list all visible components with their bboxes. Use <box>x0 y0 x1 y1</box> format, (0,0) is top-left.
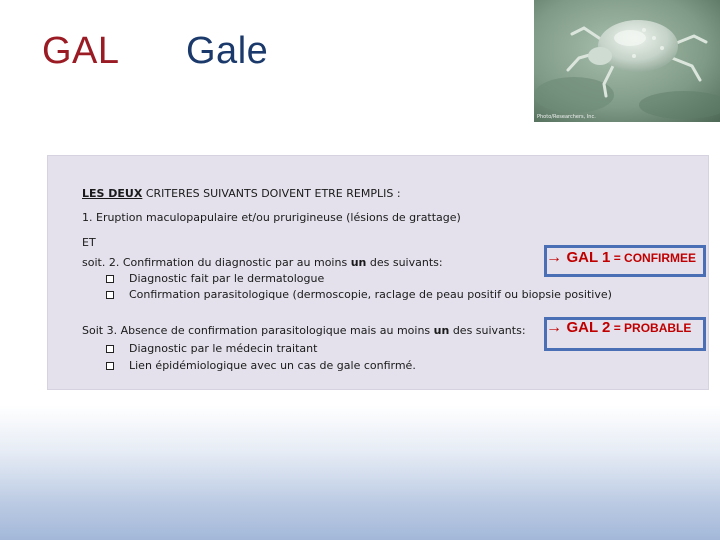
criterion-3-suffix: des suivants: <box>449 324 526 337</box>
criterion-3 <box>82 324 526 337</box>
gal2-status: = PROBABLE <box>610 321 692 335</box>
criterion-1: 1. Eruption maculopapulaire et/ou prurigineuse (lésions de grattage) <box>82 211 461 224</box>
scabies-mite-photo <box>534 0 720 122</box>
arrow-icon: → <box>546 249 562 266</box>
criterion-3-item: Lien épidémiologique avec un cas de gale confirmé. <box>129 359 416 372</box>
slide-bottom-gradient <box>0 405 720 540</box>
photo-credit: Photo/Researchers, Inc. <box>537 114 596 120</box>
criterion-2-emphasis: un <box>350 256 367 269</box>
criterion-2-prefix: soit. 2. Confirmation du diagnostic par au moins <box>82 256 351 269</box>
and-label: ET <box>82 236 96 249</box>
gal1-result <box>546 249 696 267</box>
heading-emphasis: LES DEUX <box>82 187 143 200</box>
criterion-3-item: Diagnostic par le médecin traitant <box>129 342 318 355</box>
criterion-2 <box>82 256 443 269</box>
criterion-2-item: Confirmation parasitologique (dermoscopie, raclage de peau positif ou biopsie positive) <box>129 288 612 301</box>
case-definition-panel <box>47 155 709 390</box>
checkbox-icon <box>106 275 114 283</box>
criterion-3-prefix: Soit 3. Absence de confirmation parasitologique mais au moins <box>82 324 434 337</box>
checkbox-icon <box>106 345 114 353</box>
gal2-result <box>546 319 691 337</box>
checkbox-icon <box>106 362 114 370</box>
criterion-2-item: Diagnostic fait par le dermatologue <box>129 272 325 285</box>
heading-rest: CRITERES SUIVANTS DOIVENT ETRE REMPLIS : <box>142 187 401 200</box>
gal2-label: GAL 2 <box>566 319 611 336</box>
criterion-3-emphasis: un <box>433 324 450 337</box>
checkbox-icon <box>106 291 114 299</box>
gal1-status: = CONFIRMEE <box>610 251 697 265</box>
criteria-heading <box>82 187 401 200</box>
criterion-2-suffix: des suivants: <box>366 256 443 269</box>
mite-illustration <box>534 0 720 122</box>
gal1-label: GAL 1 <box>566 249 611 266</box>
arrow-icon: → <box>546 319 562 336</box>
slide-code-title: GAL <box>42 30 120 72</box>
slide-name-title: Gale <box>186 30 269 72</box>
